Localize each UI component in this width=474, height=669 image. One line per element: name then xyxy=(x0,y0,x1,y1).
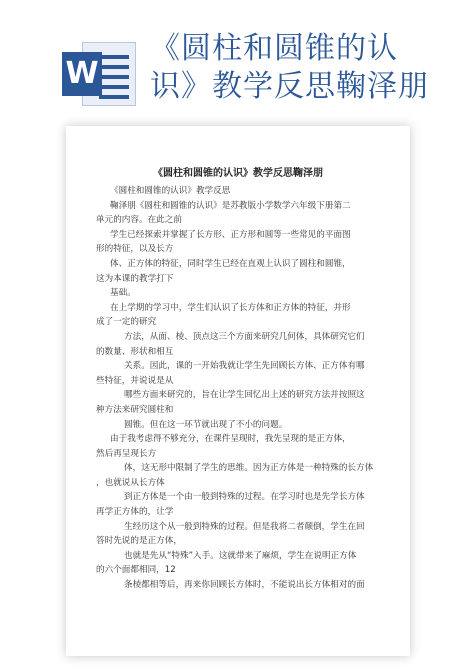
text-line: 体、正方体的特征，同时学生已经在直观上认识了圆柱和圆锥， xyxy=(110,258,351,269)
word-logo-tile: W xyxy=(62,52,102,96)
text-line: 在上学期的学习中，学生们认识了长方体和正方体的特征，并形 xyxy=(110,302,351,313)
word-document-icon xyxy=(62,38,138,110)
text-line: 基础。 xyxy=(110,288,136,299)
text-line: 圆锥。但在这一环节就出现了不小的问题。 xyxy=(124,419,288,430)
text-line: 形的特征，以及长方 xyxy=(96,244,174,255)
text-line: 也就是先从“特殊”入手。这就带来了麻烦，学生在说明正方体 xyxy=(124,550,357,561)
text-line: 学生已经探索并掌握了长方形、正方形和圆等一些常见的平面图 xyxy=(110,229,351,240)
page-body xyxy=(96,184,396,593)
page-heading: 《圆柱和圆锥的认识》教学反思鞠泽朋 xyxy=(153,168,323,179)
text-line: 《圆柱和圆锥的认识》教学反思 xyxy=(110,186,231,196)
header xyxy=(0,0,474,120)
text-line: 些特征，并说说是从 xyxy=(96,375,174,386)
text-line: 再学正方体的，让学 xyxy=(96,507,174,518)
text-line: ，也就说从长方体 xyxy=(96,477,165,488)
text-line: 的六个面都相同，12 xyxy=(96,565,176,576)
text-line: 方法，从面、棱、顶点这三个方面来研究几何体，具体研究它们 xyxy=(124,331,365,342)
text-line: 答时先说的是正方体， xyxy=(96,536,182,547)
text-line: 哪些方面来研究的，旨在让学生回忆出上述的研究方法并按照这 xyxy=(124,390,365,401)
text-line: 种方法来研究圆柱和 xyxy=(96,404,174,415)
text-line: 的数量、形状和相互 xyxy=(96,346,174,357)
text-line: 单元的内容。在此之前 xyxy=(96,215,182,226)
text-line: 由于我考虑得不够充分，在课件呈现时，我先呈现的是正方体， xyxy=(110,434,351,445)
text-line: 成了一定的研究 xyxy=(96,317,157,328)
text-line: 关系。因此，课的一开始我就让学生先回顾长方体、正方体有哪 xyxy=(124,361,365,372)
document-title-line-1: 《圆柱和圆锥的认 xyxy=(150,31,398,66)
text-line: 这为本课的教学打下 xyxy=(96,273,174,284)
document-title xyxy=(150,30,470,106)
document-page xyxy=(66,126,410,656)
text-line: 条棱都相等后，再来你回顾长方体时，不能说出长方体相对的面 xyxy=(124,580,365,591)
document-title-line-2: 识》教学反思鞠泽朋 xyxy=(150,69,429,104)
text-line: 然后再呈现长方 xyxy=(96,448,157,459)
text-line: 生经历这个从一般到特殊的过程。但是我将二者颠倒，学生在回 xyxy=(124,521,365,532)
text-line: 体，这无形中限制了学生的思维。因为正方体是一种特殊的长方体 xyxy=(124,463,374,474)
text-line: 到正方体是一个由一般到特殊的过程。在学习时也是先学长方体 xyxy=(124,492,365,503)
text-line: 鞠泽朋《圆柱和圆锥的认识》是苏教版小学数学六年级下册第二 xyxy=(110,200,351,211)
